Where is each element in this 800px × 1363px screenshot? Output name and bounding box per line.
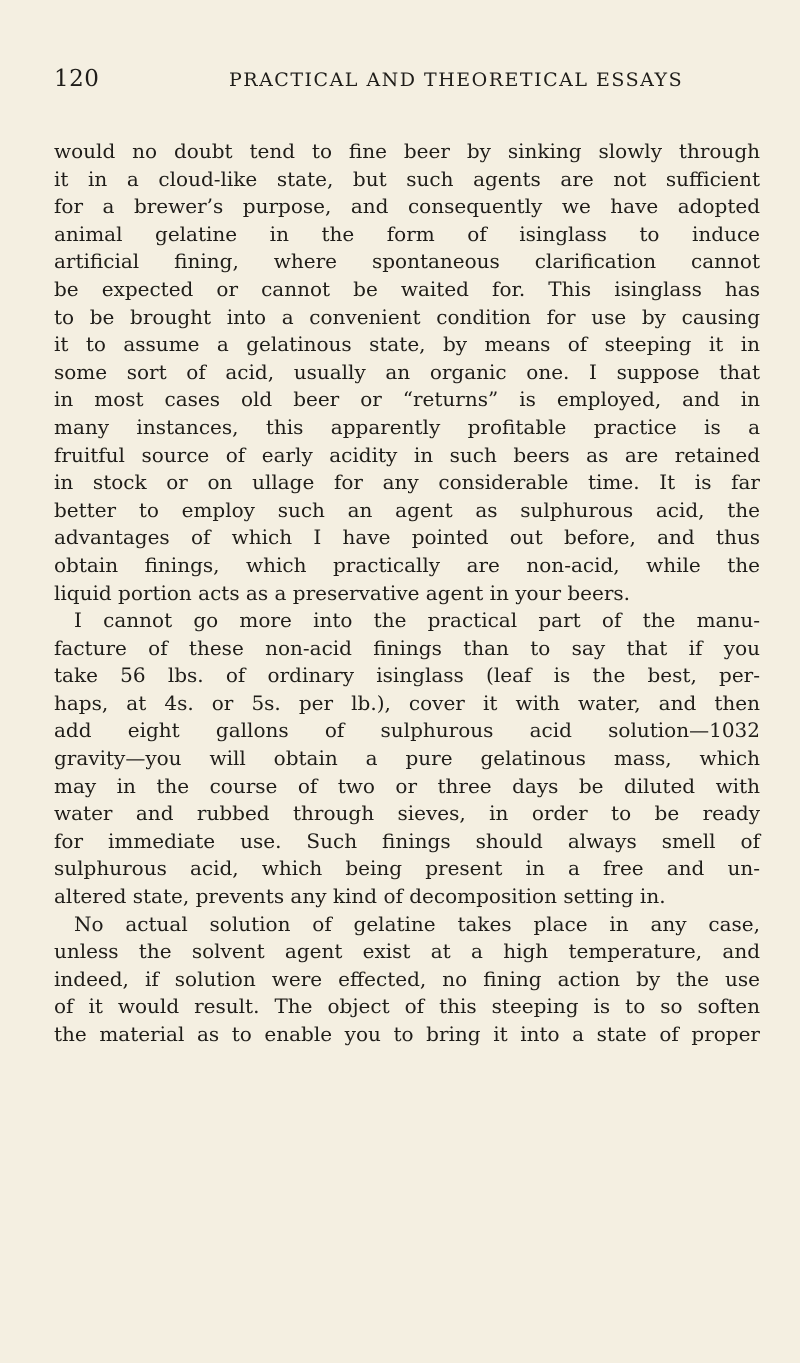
text-line: animal gelatine in the form of isinglass to induce <box>54 221 760 246</box>
text-line: in stock or on ullage for any considerable time. It is far <box>54 470 760 495</box>
text-line: No actual solution of gelatine takes place in any case, <box>74 911 760 936</box>
body-text <box>54 138 760 1049</box>
text-line: many instances, this apparently profitable practice is a <box>54 414 760 439</box>
text-line: would no doubt tend to fine beer by sinking slowly through <box>54 139 760 163</box>
text-line: artificial fining, where spontaneous clarification cannot <box>54 249 760 274</box>
text-line: indeed, if solution were effected, no fining action by the use <box>54 966 760 991</box>
text-line: advantages of which I have pointed out before, and thus <box>54 525 760 550</box>
text-line: fruitful source of early acidity in such beers as are retained <box>54 442 760 467</box>
text-line: of it would result. The object of this steeping is to so soften <box>54 994 760 1019</box>
text-line: I cannot go more into the practical part of the manu- <box>74 608 760 633</box>
text-line: obtain finings, which practically are non-acid, while the <box>54 552 760 577</box>
text-line: unless the solvent agent exist at a high temperature, and <box>54 939 760 964</box>
text-line: it in a cloud-like state, but such agents are not sufficient <box>54 166 760 191</box>
text-line: the material as to enable you to bring it into a state of proper <box>54 1022 760 1046</box>
text-line: be expected or cannot be waited for. This isinglass has <box>54 276 760 301</box>
text-line: it to assume a gelatinous state, by means of steeping it in <box>54 332 760 357</box>
text-line: for a brewer’s purpose, and consequently we have adopted <box>54 194 760 219</box>
text-line: sulphurous acid, which being present in a free and un- <box>54 856 760 881</box>
running-head: PRACTICAL AND THEORETICAL ESSAYS <box>229 69 684 91</box>
text-line: facture of these non-acid finings than to say that if you <box>54 635 760 660</box>
text-line: in most cases old beer or “returns” is employed, and in <box>54 387 760 412</box>
text-line: gravity—you will obtain a pure gelatinous mass, which <box>54 746 760 771</box>
text-line: altered state, prevents any kind of decomposition setting in. <box>54 884 666 909</box>
text-line: add eight gallons of sulphurous acid solution—1032 <box>54 718 760 743</box>
text-line: better to employ such an agent as sulphurous acid, the <box>54 497 760 522</box>
text-line: may in the course of two or three days be diluted with <box>54 773 760 798</box>
page-header <box>54 66 754 106</box>
text-line: water and rubbed through sieves, in order to be ready <box>54 801 760 826</box>
text-line: for immediate use. Such finings should always smell of <box>54 828 760 853</box>
text-line: haps, at 4s. or 5s. per lb.), cover it with water, and then <box>54 690 760 715</box>
text-line: some sort of acid, usually an organic one. I suppose that <box>54 359 760 384</box>
page-number: 120 <box>54 66 100 92</box>
text-line: to be brought into a convenient condition for use by causing <box>54 304 760 329</box>
text-line: take 56 lbs. of ordinary isinglass (leaf is the best, per- <box>54 663 760 688</box>
text-line: liquid portion acts as a preservative agent in your beers. <box>54 580 631 605</box>
